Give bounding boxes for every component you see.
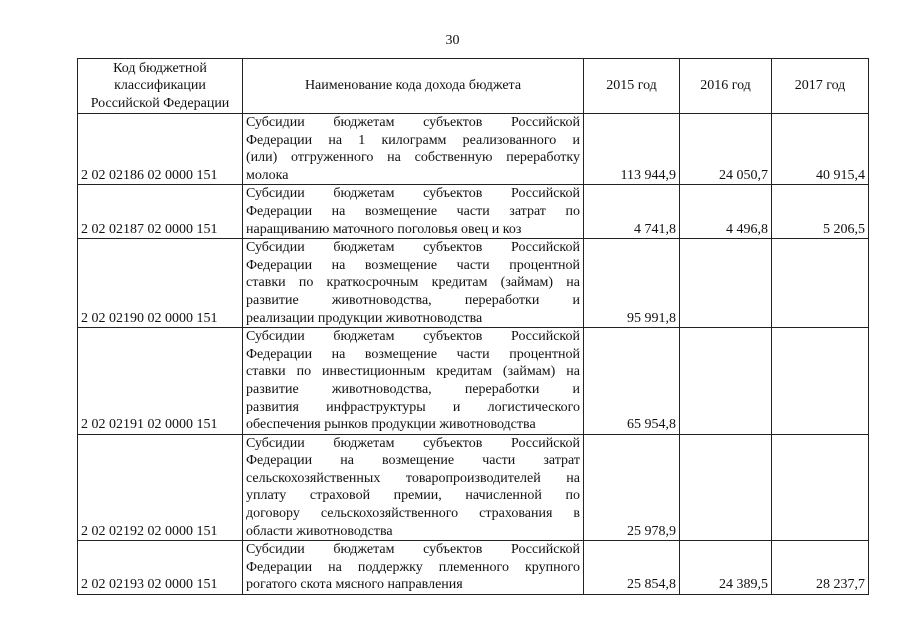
- row-name-line: Федерации на возмещение части затрат по: [246, 203, 580, 219]
- row-name-line: развитие животноводства, переработки и: [246, 381, 580, 397]
- row-name: [243, 328, 584, 435]
- row-value-2017: [772, 328, 869, 435]
- row-value-2016: [680, 239, 772, 328]
- row-name-line: Субсидии бюджетам субъектов Российской: [246, 115, 580, 130]
- row-name-line: развитие животноводства, переработки и: [246, 292, 580, 308]
- table-row: [78, 328, 869, 435]
- row-name-line: молока: [246, 167, 289, 183]
- header-code-line: классификации: [114, 78, 206, 94]
- row-name-line: Федерации на поддержку племенного крупного: [246, 559, 580, 575]
- row-name-line: договору сельскохозяйственного страхования в: [246, 506, 580, 522]
- row-name-line: наращиванию маточного поголовья овец и коз: [246, 221, 522, 237]
- row-name-line: (или) отгруженного на собственную переработку: [246, 150, 580, 166]
- table-row: [78, 239, 869, 328]
- row-code: 2 02 02191 02 0000 151: [78, 328, 243, 435]
- row-name-line: обеспечения рынков продукции животноводства: [246, 417, 536, 433]
- row-name: [243, 239, 584, 328]
- row-name: [243, 114, 584, 185]
- header-2016: 2016 год: [680, 59, 772, 114]
- row-name: [243, 185, 584, 239]
- row-value-2017: 40 915,4: [772, 114, 869, 185]
- row-value-2017: [772, 434, 869, 541]
- table-row: [78, 541, 869, 595]
- row-name-line: рогатого скота мясного направления: [246, 577, 463, 593]
- table-row: [78, 434, 869, 541]
- header-2015: 2015 год: [584, 59, 680, 114]
- row-name-line: Субсидии бюджетам субъектов Российской: [246, 240, 580, 256]
- row-value-2016: [680, 328, 772, 435]
- row-value-2017: [772, 239, 869, 328]
- row-name-line: Федерации на возмещение части затрат: [246, 453, 580, 469]
- row-name: [243, 434, 584, 541]
- row-value-2015: 4 741,8: [584, 185, 680, 239]
- header-name: Наименование кода дохода бюджета: [243, 59, 584, 114]
- row-name: [243, 541, 584, 595]
- row-value-2016: 24 389,5: [680, 541, 772, 595]
- row-value-2015: 65 954,8: [584, 328, 680, 435]
- row-name-line: области животноводства: [246, 523, 393, 539]
- header-code-line: Российской Федерации: [90, 95, 230, 111]
- row-name-line: уплату страховой премии, начисленной по: [246, 488, 580, 504]
- row-value-2017: 28 237,7: [772, 541, 869, 595]
- row-value-2016: [680, 434, 772, 541]
- row-value-2015: 95 991,8: [584, 239, 680, 328]
- row-name-line: Субсидии бюджетам субъектов Российской: [246, 435, 580, 451]
- row-name-line: Субсидии бюджетам субъектов Российской: [246, 542, 580, 558]
- row-name-line: ставки по инвестиционным кредитам (займам) на: [246, 364, 580, 380]
- header-2017: 2017 год: [772, 59, 869, 114]
- row-name-line: сельскохозяйственных товаропроизводителей на: [246, 470, 580, 486]
- budget-table: [77, 58, 869, 595]
- page-number: 30: [445, 33, 460, 48]
- row-value-2015: 25 854,8: [584, 541, 680, 595]
- row-name-line: развития инфраструктуры и логистического: [246, 399, 580, 415]
- row-value-2015: 25 978,9: [584, 434, 680, 541]
- header-code: [78, 59, 243, 114]
- row-name-line: Субсидии бюджетам субъектов Российской: [246, 186, 580, 202]
- row-value-2016: 24 050,7: [680, 114, 772, 185]
- row-code: 2 02 02186 02 0000 151: [78, 114, 243, 185]
- header-code-line: Код бюджетной: [113, 60, 207, 76]
- table-header-row: [78, 59, 869, 114]
- row-name-line: Федерации на возмещение части процентной: [246, 346, 580, 362]
- row-value-2017: 5 206,5: [772, 185, 869, 239]
- row-value-2016: 4 496,8: [680, 185, 772, 239]
- table-row: [78, 114, 869, 185]
- row-name-line: ставки по краткосрочным кредитам (займам) на: [246, 275, 580, 291]
- row-name-line: Федерации на 1 килограмм реализованного и: [246, 132, 580, 148]
- row-name-line: Федерации на возмещение части процентной: [246, 257, 580, 273]
- row-code: 2 02 02187 02 0000 151: [78, 185, 243, 239]
- row-name-line: реализации продукции животноводства: [246, 310, 483, 326]
- row-code: 2 02 02193 02 0000 151: [78, 541, 243, 595]
- table-row: [78, 185, 869, 239]
- row-value-2015: 113 944,9: [584, 114, 680, 185]
- row-code: 2 02 02190 02 0000 151: [78, 239, 243, 328]
- row-name-line: Субсидии бюджетам субъектов Российской: [246, 329, 580, 345]
- row-code: 2 02 02192 02 0000 151: [78, 434, 243, 541]
